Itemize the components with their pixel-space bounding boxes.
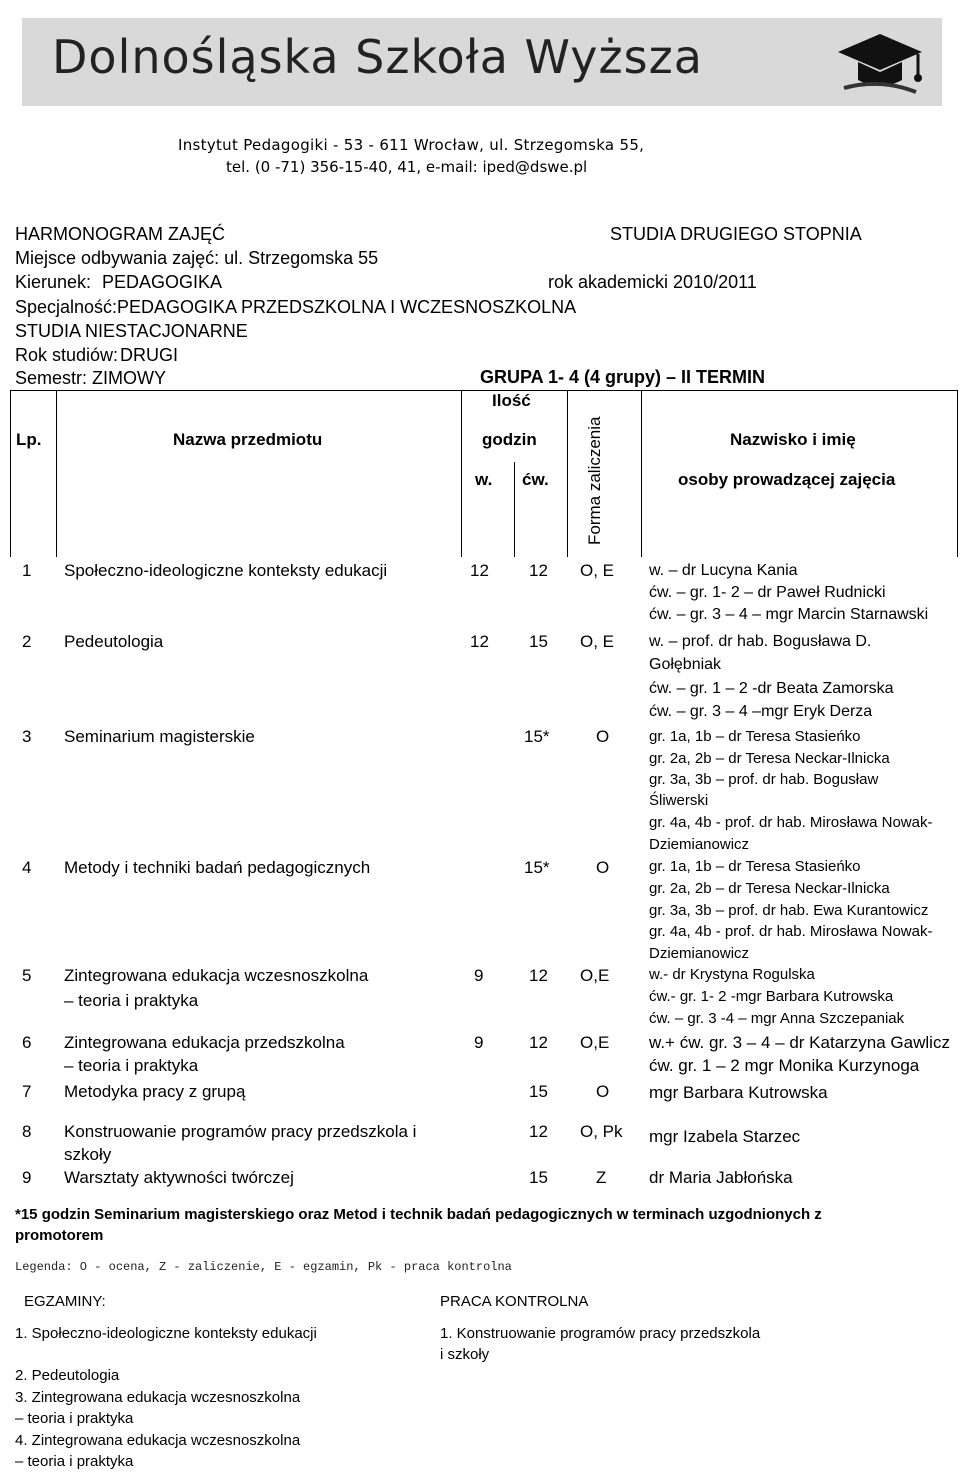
header-hours-2: godzin	[482, 430, 537, 449]
row-2-teacher-2: Gołębniak	[649, 656, 722, 673]
row-2-form: O, E	[580, 632, 615, 651]
row-3-teacher-3: gr. 3a, 3b – prof. dr hab. Bogusław	[649, 771, 879, 788]
row-7-cw: 15	[529, 1082, 548, 1101]
classes-place: Miejsce odbywania zajęć: ul. Strzegomska 55	[15, 248, 379, 268]
row-3-teacher-2: gr. 2a, 2b – dr Teresa Neckar-Ilnicka	[649, 750, 890, 767]
row-5-form: O,E	[580, 966, 610, 985]
field-value: PEDAGOGIKA	[102, 272, 223, 292]
row-3-subject: Seminarium magisterskie	[64, 727, 255, 746]
academic-year: rok akademicki 2010/2011	[548, 272, 757, 292]
exam-item-2: 2. Pedeutologia	[15, 1367, 120, 1384]
group-term: GRUPA 1- 4 (4 grupy) – II TERMIN	[480, 367, 766, 387]
row-1-subject: Społeczno-ideologiczne konteksty edukacji	[64, 561, 388, 580]
row-5-teacher-2: ćw.- gr. 1- 2 -mgr Barbara Kutrowska	[649, 988, 894, 1005]
row-5-subject-line-2: – teoria i praktyka	[64, 991, 199, 1010]
table-top-border	[10, 390, 957, 391]
row-5-teacher-1: w.- dr Krystyna Rogulska	[649, 966, 815, 983]
row-5-w: 9	[474, 966, 484, 985]
row-4-teacher-3: gr. 3a, 3b – prof. dr hab. Ewa Kurantowicz	[649, 902, 929, 919]
row-5-subject-line-1: Zintegrowana edukacja wczesnoszkolna	[64, 966, 369, 985]
institute-address: Instytut Pedagogiki - 53 - 611 Wrocław, ul. Strzegomska 55,	[178, 136, 645, 154]
control-work-item-1: 1. Konstruowanie programów pracy przedszkola	[440, 1325, 761, 1342]
row-9-cw: 15	[529, 1168, 548, 1187]
row-7-subject: Metodyka pracy z grupą	[64, 1082, 246, 1101]
row-3-lp: 3	[22, 727, 32, 746]
row-4-teacher-2: gr. 2a, 2b – dr Teresa Neckar-Ilnicka	[649, 880, 890, 897]
row-9-subject: Warsztaty aktywności twórczej	[64, 1168, 294, 1187]
row-6-subject-line-1: Zintegrowana edukacja przedszkolna	[64, 1033, 345, 1052]
specialty-value: PEDAGOGIKA PRZEDSZKOLNA I WCZESNOSZKOLNA	[117, 297, 577, 317]
specialty-label: Specjalność:	[15, 297, 118, 317]
row-5-teacher-3: ćw. – gr. 3 -4 – mgr Anna Szczepaniak	[649, 1010, 905, 1027]
row-3-teacher-5: gr. 4a, 4b - prof. dr hab. Mirosława Nowak-	[649, 814, 933, 831]
graduation-cap-logo-icon	[830, 22, 930, 102]
row-4-cw: 15*	[524, 858, 550, 877]
semester-label: Semestr:	[15, 368, 88, 388]
row-5-lp: 5	[22, 966, 32, 985]
col-sep-hours-end	[567, 390, 568, 557]
row-9-form: Z	[596, 1168, 607, 1187]
row-1-cw: 12	[529, 561, 548, 580]
exam-item-4-cont: – teoria i praktyka	[15, 1453, 134, 1470]
control-work-item-1-cont: i szkoły	[440, 1346, 490, 1363]
header-w: w.	[475, 470, 493, 489]
study-year-label: Rok studiów:	[15, 345, 119, 365]
row-7-teacher-1: mgr Barbara Kutrowska	[649, 1083, 828, 1102]
row-2-subject: Pedeutologia	[64, 632, 164, 651]
row-2-lp: 2	[22, 632, 32, 651]
col-sep-form	[641, 390, 642, 557]
row-3-form: O	[596, 727, 610, 746]
col-sep-subject	[461, 390, 462, 557]
legend: Legenda: O - ocena, Z - zaliczenie, E - egzamin, Pk - praca kontrolna	[15, 1260, 512, 1274]
exam-item-1: 1. Społeczno-ideologiczne konteksty edukacji	[15, 1325, 317, 1342]
header-person-2: osoby prowadzącej zajęcia	[678, 470, 896, 489]
row-4-lp: 4	[22, 858, 32, 877]
control-work-title: PRACA KONTROLNA	[440, 1293, 589, 1310]
row-1-teacher-2: ćw. – gr. 1- 2 – dr Paweł Rudnicki	[649, 584, 886, 601]
study-level: STUDIA DRUGIEGO STOPNIA	[610, 224, 862, 244]
schedule-title: HARMONOGRAM ZAJĘĆ	[15, 224, 226, 244]
row-3-teacher-6: Dziemianowicz	[649, 836, 750, 853]
row-8-teacher-1: mgr Izabela Starzec	[649, 1127, 801, 1146]
row-2-teacher-3: ćw. – gr. 1 – 2 -dr Beata Zamorska	[649, 680, 894, 697]
row-6-teacher-1: w.+ ćw. gr. 3 – 4 – dr Katarzyna Gawlicz	[649, 1033, 950, 1052]
table-right-border	[957, 390, 958, 557]
row-2-teacher-4: ćw. – gr. 3 – 4 –mgr Eryk Derza	[649, 703, 873, 720]
footnote-line-2: promotorem	[15, 1227, 104, 1244]
study-mode: STUDIA NIESTACJONARNE	[15, 321, 248, 341]
row-8-lp: 8	[22, 1122, 32, 1141]
row-6-form: O,E	[580, 1033, 610, 1052]
row-1-teacher-1: w. – dr Lucyna Kania	[649, 562, 798, 579]
header-lp: Lp.	[16, 430, 42, 449]
row-4-form: O	[596, 858, 610, 877]
header-hours-1: Ilość	[492, 391, 531, 410]
row-7-form: O	[596, 1082, 610, 1101]
row-6-cw: 12	[529, 1033, 548, 1052]
row-1-lp: 1	[22, 561, 32, 580]
field-label: Kierunek:	[15, 272, 92, 292]
study-year-value: DRUGI	[120, 345, 178, 365]
row-1-w: 12	[470, 561, 489, 580]
row-1-form: O, E	[580, 561, 615, 580]
header-person-1: Nazwisko i imię	[730, 430, 856, 449]
row-8-form: O, Pk	[580, 1122, 623, 1141]
header-subject: Nazwa przedmiotu	[173, 430, 323, 449]
header-form-vertical: Forma zaliczenia	[585, 416, 604, 545]
row-2-teacher-1: w. – prof. dr hab. Bogusława D.	[649, 633, 872, 650]
row-5-cw: 12	[529, 966, 548, 985]
row-7-lp: 7	[22, 1082, 32, 1101]
row-6-w: 9	[474, 1033, 484, 1052]
row-4-teacher-5: Dziemianowicz	[649, 945, 750, 962]
row-3-cw: 15*	[524, 727, 550, 746]
institute-contact: tel. (0 -71) 356-15-40, 41, e-mail: iped@dswe.pl	[226, 158, 588, 176]
row-1-teacher-3: ćw. – gr. 3 – 4 – mgr Marcin Starnawski	[649, 606, 929, 623]
row-9-teacher-1: dr Maria Jabłońska	[649, 1168, 793, 1187]
exam-item-4: 4. Zintegrowana edukacja wczesnoszkolna	[15, 1432, 301, 1449]
row-6-teacher-2: ćw. gr. 1 – 2 mgr Monika Kurzynoga	[649, 1056, 920, 1075]
table-left-border	[10, 390, 11, 557]
school-name: Dolnośląska Szkoła Wyższa	[52, 30, 703, 84]
exams-title: EGZAMINY:	[24, 1293, 106, 1310]
row-3-teacher-4: Śliwerski	[649, 792, 709, 809]
row-8-cw: 12	[529, 1122, 548, 1141]
row-3-teacher-1: gr. 1a, 1b – dr Teresa Stasieńko	[649, 728, 861, 745]
col-sep-lp	[56, 390, 57, 557]
row-4-subject: Metody i techniki badań pedagogicznych	[64, 858, 371, 877]
row-6-lp: 6	[22, 1033, 32, 1052]
row-8-subject-line-2: szkoły	[64, 1145, 112, 1164]
row-9-lp: 9	[22, 1168, 32, 1187]
row-2-cw: 15	[529, 632, 548, 651]
row-8-subject-line-1: Konstruowanie programów pracy przedszkola i	[64, 1122, 417, 1141]
row-4-teacher-1: gr. 1a, 1b – dr Teresa Stasieńko	[649, 858, 861, 875]
exam-item-3-cont: – teoria i praktyka	[15, 1410, 134, 1427]
exam-item-3: 3. Zintegrowana edukacja wczesnoszkolna	[15, 1389, 301, 1406]
col-sep-hours	[514, 462, 515, 557]
row-2-w: 12	[470, 632, 489, 651]
row-6-subject-line-2: – teoria i praktyka	[64, 1056, 199, 1075]
footnote-line-1: *15 godzin Seminarium magisterskiego oraz Metod i technik badań pedagogicznych w terminach uzgodnionych z	[15, 1206, 822, 1223]
header-cw: ćw.	[522, 470, 549, 489]
row-4-teacher-4: gr. 4a, 4b - prof. dr hab. Mirosława Nowak-	[649, 923, 933, 940]
semester-value: ZIMOWY	[92, 368, 166, 388]
